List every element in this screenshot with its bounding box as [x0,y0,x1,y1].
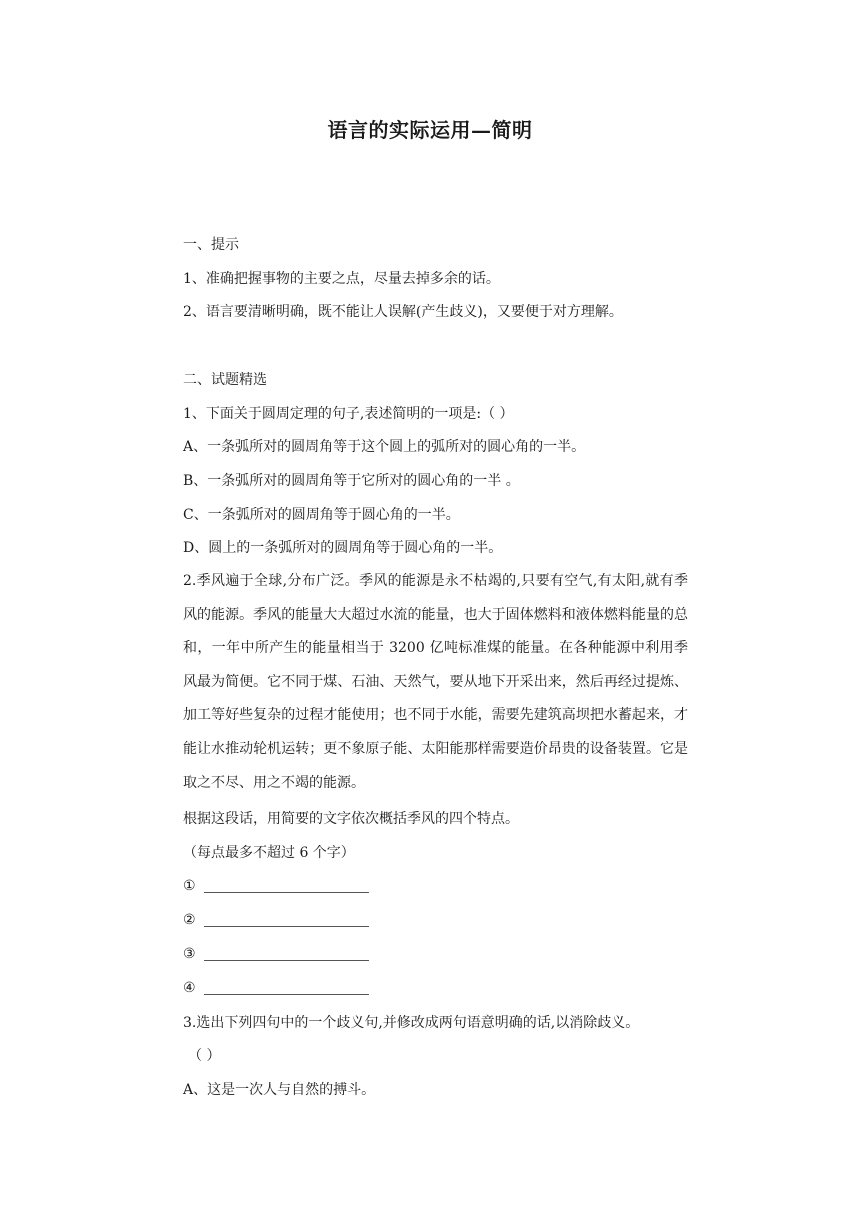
question-3-stem: 3.选出下列四句中的一个歧义句,并修改成两句语意明确的话,以消除歧义。 [183,1015,640,1031]
answer-marker-2: ② [183,912,196,928]
answer-line-3[interactable] [183,944,369,964]
tip-item-1: 1、准确把握事物的主要之点，尽量去掉多余的话。 [183,271,500,287]
answer-marker-1: ① [183,878,196,894]
question-1-stem: 1、下面关于圆周定理的句子,表述简明的一项是:（ ） [183,406,514,422]
answer-blank-2[interactable] [204,925,369,927]
answer-blank-4[interactable] [204,993,369,995]
answer-line-4[interactable] [183,978,369,998]
question-1-option-d: D、圆上的一条弧所对的圆周角等于圆心角的一半。 [183,540,503,556]
question-3-answer-paren: （ ） [188,1048,221,1064]
question-3-option-a: A、这是一次人与自然的搏斗。 [183,1082,376,1098]
answer-marker-4: ④ [183,980,196,996]
answer-line-1[interactable] [183,876,369,896]
answer-blank-1[interactable] [204,891,369,893]
tip-item-2: 2、语言要清晰明确，既不能让人误解(产生歧义)，又要便于对方理解。 [183,304,623,320]
answer-line-2[interactable] [183,910,369,930]
question-2-passage: 2.季风遍于全球,分布广泛。季风的能源是永不枯竭的,只要有空气,有太阳,就有季风的能源。季风的能量大大超过水流的能量，也大于固体燃料和液体燃料能量的总和，一年中所产生的能量相当于 3200 亿吨标准煤的能量。在各种能源中利用季风最为简便。它不同于煤、石油、天然气，要从地下开采出来，然后再经过提炼、加工等好些复杂的过程才能使用；也不同于水能，需要先建筑高坝把水蓄起来，才能让水推动轮机运转；更不象原子能、太阳能那样需要造价昂贵的设备装置。它是取之不尽、用之不竭的能源。 [183,573,688,791]
question-1-option-c: C、一条弧所对的圆周角等于圆心角的一半。 [183,507,460,523]
question-2-instruction: 根据这段话，用简要的文字依次概括季风的四个特点。 [183,811,519,827]
question-2-note: （每点最多不超过 6 个字） [183,845,355,861]
section1-heading: 一、提示 [183,237,239,253]
question-1-option-b: B、一条弧所对的圆周角等于它所对的圆心角的一半 。 [183,473,520,489]
document-title: 语言的实际运用—简明 [327,118,533,142]
answer-marker-3: ③ [183,946,196,962]
section2-heading: 二、试题精选 [183,372,267,388]
answer-blank-3[interactable] [204,959,369,961]
question-1-option-a: A、一条弧所对的圆周角等于这个圆上的弧所对的圆心角的一半。 [183,439,586,455]
